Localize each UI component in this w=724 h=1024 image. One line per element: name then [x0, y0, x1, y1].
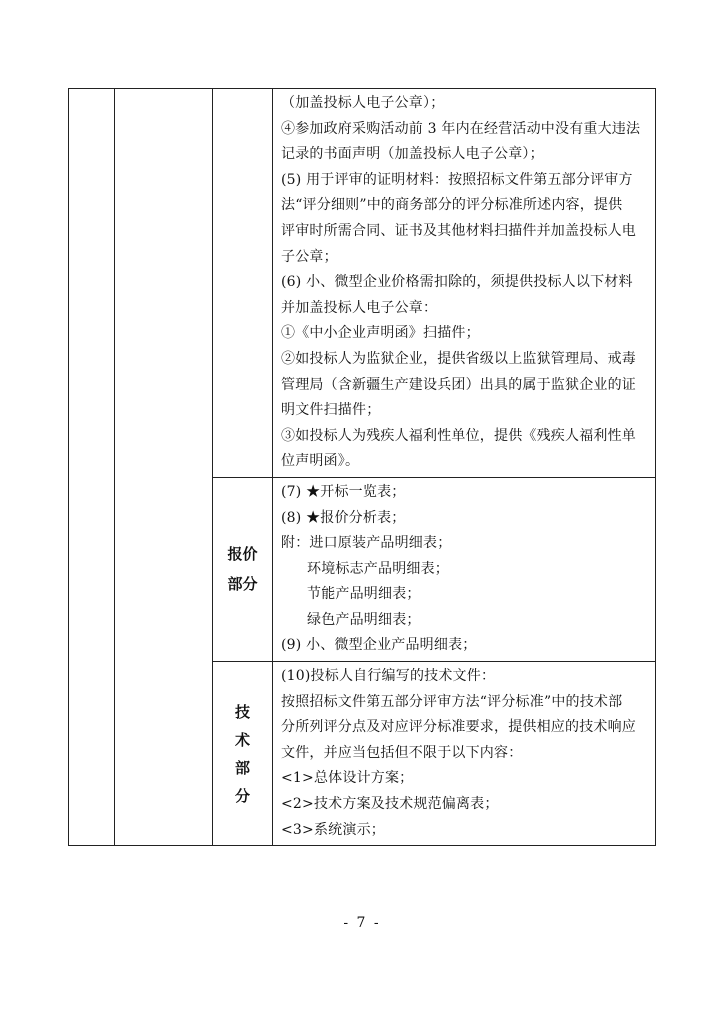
page-number: - 7 -	[343, 915, 381, 931]
section-label-pricing: 报价部分	[227, 545, 258, 594]
content-cell	[273, 477, 656, 661]
content-line: <1>总体设计方案；	[281, 770, 414, 787]
content-line: 法“评分细则”中的商务部分的评分标准所述内容，提供	[281, 197, 623, 214]
content-line-indented: 绿色产品明细表；	[307, 611, 421, 628]
content-line: ①《中小企业声明函》扫描件；	[281, 325, 480, 342]
content-line: 附：进口原装产品明细表；	[281, 535, 452, 552]
content-line: 分所列评分点及对应评分标准要求，提供相应的技术响应	[281, 719, 636, 736]
section-cell-empty	[213, 89, 273, 478]
table-row-business-continued	[69, 89, 656, 478]
section-cell-pricing	[213, 477, 273, 661]
content-line: （加盖投标人电子公章）；	[281, 95, 445, 111]
content-line: (7) ★开标一览表；	[281, 483, 406, 500]
content-cell	[273, 89, 656, 478]
content-line: <3>系统演示；	[281, 821, 385, 838]
content-cell	[273, 662, 656, 846]
content-line: (8) ★报价分析表；	[281, 509, 406, 526]
content-line: 记录的书面声明（加盖投标人电子公章）；	[281, 146, 544, 163]
content-line: (9) 小、微型企业产品明细表；	[281, 637, 477, 654]
content-line: 文件，并应当包括但不限于以下内容：	[281, 744, 523, 761]
category-cell	[115, 89, 213, 846]
content-line-indented: 环境标志产品明细表；	[307, 560, 449, 577]
content-line: 按照招标文件第五部分评审方法“评分标准”中的技术部	[281, 693, 623, 710]
content-line: 管理局（含新疆生产建设兵团）出具的属于监狱企业的证	[281, 376, 636, 393]
content-line-indented: 节能产品明细表；	[307, 586, 421, 603]
content-line: (6) 小、微型企业价格需扣除的，须提供投标人以下材料	[281, 274, 633, 291]
section-label-technical: 技术部分	[234, 702, 250, 805]
content-line: (5) 用于评审的证明材料：按照招标文件第五部分评审方	[281, 171, 633, 188]
content-line: 子公章；	[281, 248, 338, 265]
content-line: 评审时所需合同、证书及其他材料扫描件并加盖投标人电	[281, 222, 636, 239]
section-cell-technical	[213, 662, 273, 846]
content-line: 明文件扫描件；	[281, 402, 381, 419]
content-line: 位声明函》。	[281, 453, 360, 470]
content-line: ②如投标人为监狱企业，提供省级以上监狱管理局、戒毒	[281, 350, 636, 367]
content-line: ④参加政府采购活动前 3 年内在经营活动中没有重大违法	[281, 120, 641, 137]
content-line: 并加盖投标人电子公章：	[281, 299, 438, 316]
content-line: (10)投标人自行编写的技术文件：	[281, 668, 496, 685]
content-line: <2>技术方案及技术规范偏离表；	[281, 796, 499, 813]
content-line: ③如投标人为残疾人福利性单位，提供《残疾人福利性单	[281, 427, 636, 444]
requirements-table	[68, 88, 656, 846]
index-cell	[69, 89, 115, 846]
